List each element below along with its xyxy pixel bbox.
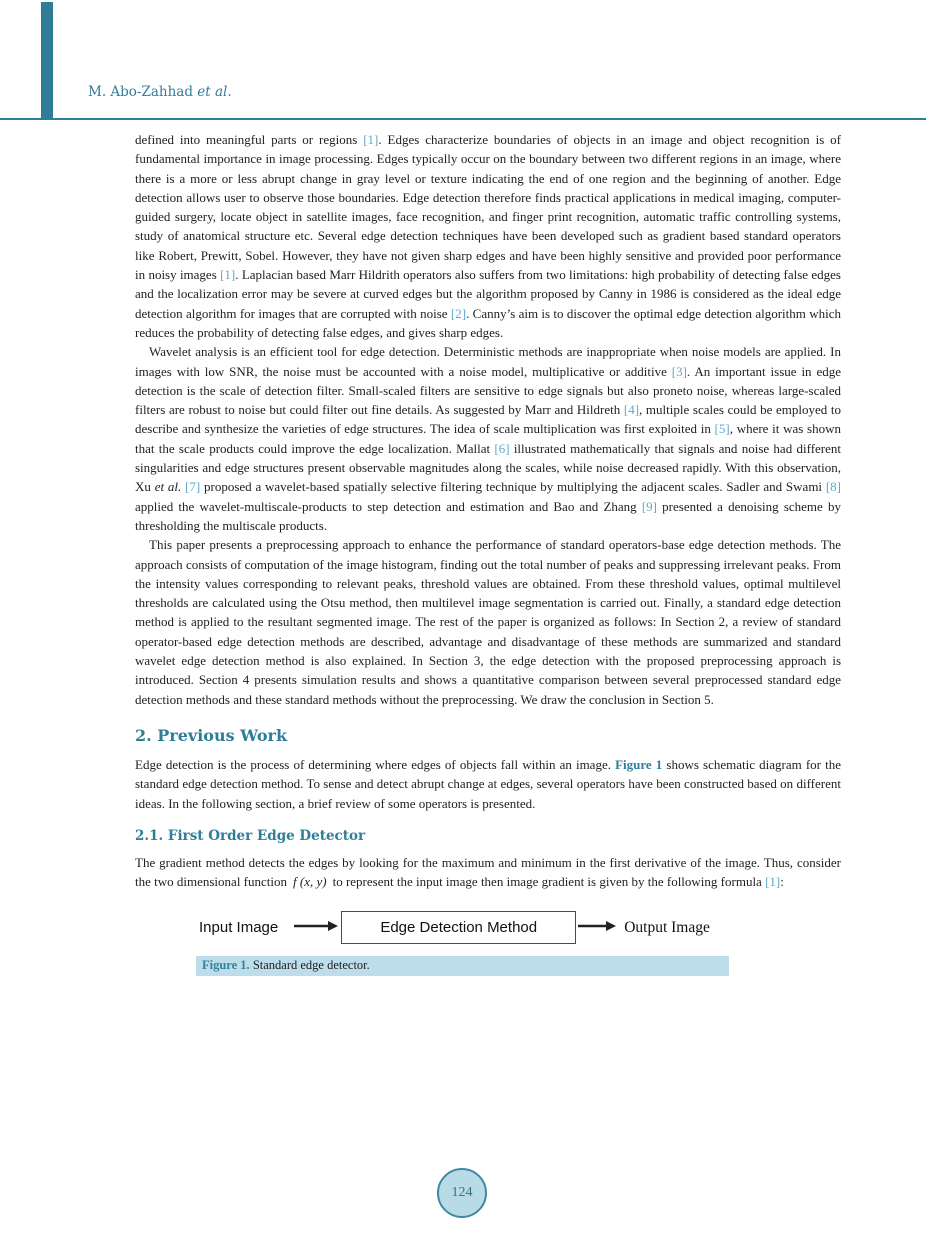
text-segment: to represent the input image then image gradient is given by the following formula: [332, 874, 766, 890]
paragraph-this-paper: [135, 535, 841, 709]
text-segment: Wavelet analysis is an efficient tool for edge detection. Deterministic methods are inappropriate when noise models are applied. In images with low SNR, the noise must be accounted with a noise model, multiplicative or additive: [135, 344, 841, 379]
text-segment: . Edges characterize boundaries of objects in an image and object recognition is of fundamental importance in image processing. Edges typically occur on the boundary between two different regions in an image, where there is a more or less abrupt change in gray level or texture indicating the end of one region and the beginning of another. Edge detection allows user to observe those boundaries. Edge detection therefore finds practical applications in medical imaging, computer-guided surgery, locate object in satellite images, face recognition, and finger print recognition, automatic traffic controlling systems, study of anatomical structure etc. Several edge detection techniques have been developed such as gradient based standard operators like Robert, Prewitt, Sobel. However, they have not given sharp edges and have been highly sensitive and provided poor performance in noisy images: [135, 132, 841, 283]
citation-link[interactable]: [8]: [825, 479, 842, 495]
text-segment: Figure 1.: [202, 958, 250, 973]
arrow-right-icon: [578, 919, 616, 937]
paragraph-wavelet-analysis: [135, 342, 841, 535]
text-segment: et al.: [154, 479, 182, 495]
section-heading-previous-work: 2. Previous Work: [135, 725, 288, 745]
text-segment: f (x, y): [293, 874, 327, 890]
text-segment: , multiple scales could be employed to describe and synthesize the varieties of edge structures. The idea of scale multiplication was first exploited in: [135, 402, 841, 437]
text-segment: The gradient method detects the edges by looking for the maximum and minimum in the first derivative of the image. Thus, consider the two dimensional function: [135, 854, 841, 890]
accent-bar: [41, 2, 53, 118]
header-rule: [0, 118, 926, 120]
text-segment: , where it was shown that the scale products could improve the edge localization. Mallat: [135, 421, 841, 456]
citation-link[interactable]: [2]: [450, 305, 467, 321]
paragraph-gradient-method: [135, 853, 841, 892]
page-number-badge: [437, 1168, 487, 1218]
figure-1-diagram: [199, 911, 841, 944]
edge-detection-method-box: Edge Detection Method: [341, 911, 576, 944]
citation-link[interactable]: [1]: [363, 132, 379, 147]
citation-link[interactable]: [9]: [641, 498, 657, 514]
citation-link[interactable]: [6]: [494, 440, 510, 456]
text-segment: applied the wavelet-multiscale-products to step detection and estimation and Bao and Zhang: [135, 498, 642, 514]
text-segment: M. Abo-Zahhad: [88, 84, 198, 100]
text-segment: . An important issue in edge detection is the scale of detection filter. Small-scaled filters are sensitive to edge signals but also proneto noise, whereas large-scaled filters are robust to noise but could filter out fine details. As suggested by Marr and Hildreth: [135, 363, 841, 418]
subsection-heading-first-order-edge-detector: 2.1. First Order Edge Detector: [135, 827, 366, 844]
text-segment: proposed a wavelet-based spatially selective filtering technique by multiplying the adjacent scales. Sadler and Swami: [200, 479, 826, 495]
text-segment: . Laplacian based Marr Hildrith operators also suffers from two limitations: high probability of detecting false edges and the localization error may be severe at curved edges but the algorithm proposed by Canny in 1986 is considered as the ideal edge detection algorithm for images that are corrupted with noise: [135, 267, 841, 321]
input-image-label: Input Image: [199, 919, 279, 937]
citation-link[interactable]: [3]: [671, 363, 687, 379]
running-head-author: [88, 84, 232, 100]
text-segment: defined into meaningful parts or regions: [135, 132, 364, 147]
figure-1-caption: [196, 956, 729, 976]
paragraph-previous-work-intro: [135, 755, 841, 813]
output-image-label: Output Image: [624, 918, 710, 936]
text-segment: This paper presents a preprocessing approach to enhance the performance of standard operators-base edge detection methods. The approach consists of computation of the image histogram, finding out the total number of peaks and suppressing irrelevant peaks. From the intensity values corresponding to relevant peaks, threshold values are obtained. From these threshold values, optimal multilevel thresholds are calculated using the Otsu method, then multilevel image segmentation is carried out. Finally, a standard edge detection method is applied to the resultant segmented image. The rest of the paper is organized as follows: In Section 2, a review of standard operator-based edge detection methods are described, advantage and disadvantage of these methods are summarized and standard wavelet edge detection method is also explained. In Section 3, the edge detection with the proposed preprocessing approach is introduced. Section 4 presents simulation results and shows a quantitative comparison between several preprocessed standard edge detection methods and these standard methods without the preprocessing. We draw the conclusion in Section 5.: [135, 537, 841, 707]
citation-link[interactable]: [4]: [623, 402, 640, 418]
figure-link[interactable]: Figure 1: [615, 756, 663, 772]
citation-link[interactable]: [1]: [220, 267, 236, 283]
citation-link[interactable]: [7]: [185, 479, 201, 495]
text-segment: shows schematic diagram for the standard edge detection method. To sense and detect abrupt change at edges, several operators have been constructed based on different ideas. In the following section, a brief review of some operators is presented.: [135, 756, 841, 811]
page-number: 124: [451, 1185, 473, 1200]
text-segment: Edge detection is the process of determining where edges of objects fall within an image.: [135, 756, 616, 772]
text-segment: illustrated mathematically that signals and noise had different singularities and edge structures present observable magnitudes along the scales, while noise decreased rapidly. With this observation, Xu: [135, 440, 841, 495]
text-segment: . Canny’s aim is to discover the optimal edge detection algorithm which reduces the probability of detecting false edges, and gives sharp edges.: [135, 305, 841, 340]
article-body: [135, 130, 841, 976]
citation-link[interactable]: [5]: [714, 421, 730, 437]
text-segment: :: [780, 874, 784, 890]
text-segment: et al.: [197, 84, 232, 100]
text-segment: presented a denoising scheme by thresholding the multiscale products.: [135, 498, 841, 533]
paragraph-introduction-1: [135, 130, 841, 342]
text-segment: Standard edge detector.: [249, 958, 370, 973]
citation-link[interactable]: [1]: [765, 874, 781, 890]
arrow-right-icon: [294, 919, 338, 937]
